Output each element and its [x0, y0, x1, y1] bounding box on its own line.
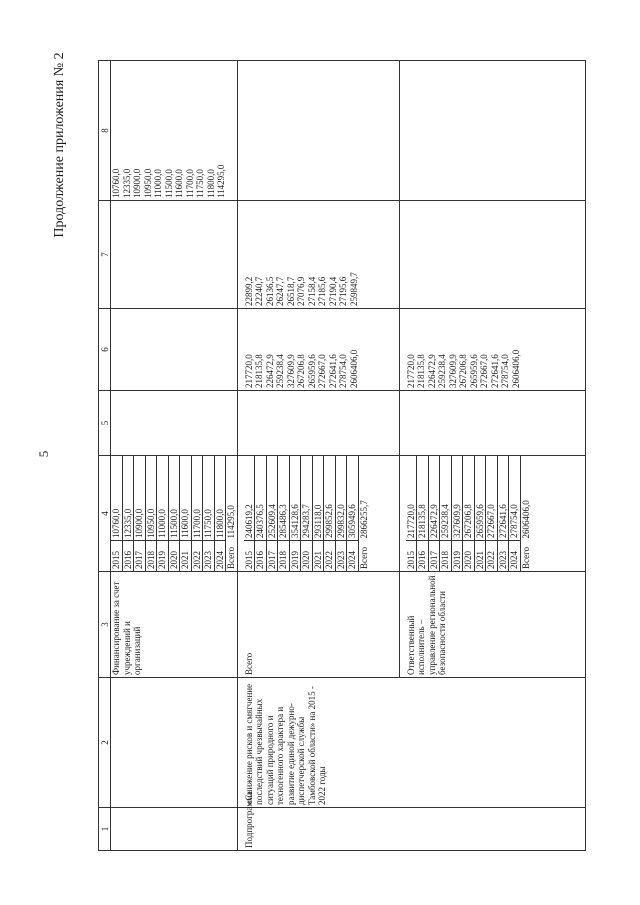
- value: 218135,8: [416, 354, 426, 388]
- value: 11000,0: [157, 456, 169, 541]
- g2-col7-values: [237, 201, 399, 309]
- g3-col7: [399, 201, 586, 309]
- value: 27158,4: [306, 276, 317, 306]
- year: 2019: [157, 541, 169, 572]
- g3-col5: [399, 391, 586, 456]
- header-col-8: 8: [99, 61, 111, 201]
- year: 2022: [324, 541, 336, 572]
- value: 272641,6: [327, 354, 338, 388]
- row-institution-financing: [111, 61, 238, 851]
- value: 10950,0: [145, 456, 157, 541]
- g1-col5: [111, 391, 238, 456]
- g3-year-table: [406, 456, 532, 571]
- total-label: Всего: [358, 546, 369, 569]
- value: 10760,0: [111, 168, 121, 198]
- value: 265959,6: [474, 456, 486, 541]
- total-label: Всего: [520, 546, 531, 569]
- value: 259238,4: [440, 456, 452, 541]
- g1-yearly-values: [111, 456, 238, 572]
- value: 26136,5: [264, 276, 275, 306]
- year: 2022: [486, 541, 498, 572]
- value: 265959,6: [468, 354, 479, 388]
- value: 217720,0: [405, 354, 416, 388]
- value: 26247,7: [275, 276, 285, 306]
- value: 285486,3: [278, 456, 290, 541]
- value: 10900,0: [134, 456, 146, 541]
- year: 2018: [278, 541, 290, 572]
- value: 218135,8: [254, 354, 264, 388]
- header-col-6: 6: [99, 309, 111, 391]
- g2-yearly-values: [237, 456, 399, 572]
- total-value: 2866255,7: [358, 500, 369, 539]
- g1-source: Финансирование за счет учреждений и организаций: [111, 572, 238, 678]
- year: 2023: [497, 541, 509, 572]
- g1-col1: [111, 808, 238, 851]
- g3-source: Ответственный исполнитель – управление региональной безопасности области: [399, 572, 586, 678]
- g2-year-table: [244, 456, 370, 571]
- header-col-4: 4: [99, 456, 111, 572]
- total-value: 2606406,0: [520, 500, 531, 539]
- header-row: [99, 61, 111, 851]
- g3-col8: [399, 61, 586, 201]
- year: 2019: [451, 541, 463, 572]
- value: 267206,8: [296, 354, 306, 388]
- value: 27185,6: [317, 276, 327, 306]
- value: 27076,9: [296, 276, 306, 306]
- year: 2016: [255, 541, 267, 572]
- value: 294283,7: [301, 456, 313, 541]
- g2-col8: [237, 61, 399, 201]
- value: 10900,0: [132, 168, 142, 198]
- value: 11700,0: [184, 169, 195, 198]
- g2-source: Всего: [237, 572, 399, 678]
- year: 2015: [406, 541, 417, 572]
- g1-col2: [111, 678, 238, 808]
- value: 114295,0: [216, 164, 226, 198]
- value: 11800,0: [205, 169, 216, 198]
- value: 218135,8: [417, 456, 429, 541]
- value: 217720,0: [406, 456, 417, 541]
- total-label: Всего: [226, 546, 236, 569]
- value: 12335,0: [121, 168, 132, 198]
- g1-col6: [111, 309, 238, 391]
- year: 2024: [347, 541, 359, 572]
- value: 2606406,0: [348, 349, 359, 388]
- g1-col7: [111, 201, 238, 309]
- value: 11800,0: [214, 456, 226, 541]
- value: 259238,4: [437, 354, 447, 388]
- year: 2020: [301, 541, 313, 572]
- value: 278754,0: [500, 354, 510, 388]
- year: 2021: [474, 541, 486, 572]
- value: 11000,0: [153, 169, 163, 198]
- value: 240619,2: [244, 456, 255, 541]
- year: 2015: [111, 541, 122, 572]
- program-type: Подпрограмма: [237, 808, 586, 851]
- value: 252609,4: [266, 456, 278, 541]
- year: 2020: [463, 541, 475, 572]
- value: 327609,9: [451, 456, 463, 541]
- value: 272641,6: [489, 354, 500, 388]
- header-col-5: 5: [99, 391, 111, 456]
- value: 293118,0: [312, 456, 324, 541]
- value: 11700,0: [191, 456, 203, 541]
- value: 299852,6: [324, 456, 336, 541]
- value: 11600,0: [174, 169, 184, 198]
- value: 278754,0: [338, 354, 348, 388]
- header-col-2: 2: [99, 678, 111, 808]
- value: 240376,5: [255, 456, 267, 541]
- year: 2020: [168, 541, 180, 572]
- year: 2024: [214, 541, 226, 572]
- year: 2016: [122, 541, 134, 572]
- value: 354128,6: [289, 456, 301, 541]
- value: 12335,0: [122, 456, 134, 541]
- year: 2023: [335, 541, 347, 572]
- header-col-1: 1: [99, 808, 111, 851]
- value: 11600,0: [180, 456, 192, 541]
- total-value: 114295,0: [226, 505, 236, 539]
- value: 10760,0: [111, 456, 122, 541]
- year: 2017: [134, 541, 146, 572]
- value: 27195,6: [338, 276, 348, 306]
- value: 22899,2: [243, 276, 254, 306]
- g3-col6-values: [399, 309, 586, 391]
- value: 259849,7: [348, 272, 359, 306]
- value: 272667,0: [479, 354, 489, 388]
- value: 11500,0: [163, 169, 174, 198]
- g3-yearly-values: [399, 456, 586, 572]
- header-col-7: 7: [99, 201, 111, 309]
- subprogram-name: «Снижение рисков и смягчение последствий чрезвычайных ситуаций природного и техногенного характера и развитие единой дежурно-диспетчерской службы Тамбовской области» на 2015 - 2022 годы: [237, 678, 586, 808]
- g1-year-table: [111, 456, 237, 571]
- value: 272641,6: [497, 456, 509, 541]
- value: 2606406,0: [510, 349, 521, 388]
- value: 10950,0: [142, 168, 153, 198]
- g1-col8-values: [111, 61, 238, 201]
- funding-table: [98, 60, 586, 851]
- year: 2021: [312, 541, 324, 572]
- value: 226472,9: [426, 354, 437, 388]
- page-number: 5: [36, 450, 51, 458]
- value: 259238,4: [275, 354, 285, 388]
- g2-col5: [237, 391, 399, 456]
- year: 2024: [509, 541, 521, 572]
- year: 2018: [145, 541, 157, 572]
- value: 278754,0: [509, 456, 521, 541]
- value: 11750,0: [203, 456, 215, 541]
- value: 11500,0: [168, 456, 180, 541]
- year: 2021: [180, 541, 192, 572]
- value: 305949,6: [347, 456, 359, 541]
- value: 226472,9: [428, 456, 440, 541]
- value: 217720,0: [243, 354, 254, 388]
- year: 2019: [289, 541, 301, 572]
- value: 26518,7: [285, 276, 296, 306]
- year: 2017: [266, 541, 278, 572]
- value: 299832,0: [335, 456, 347, 541]
- year: 2017: [428, 541, 440, 572]
- year: 2023: [203, 541, 215, 572]
- value: 327609,9: [285, 354, 296, 388]
- value: 267206,8: [463, 456, 475, 541]
- value: 272667,0: [317, 354, 327, 388]
- rotated-table-container: [98, 61, 586, 851]
- value: 22240,7: [254, 276, 264, 306]
- year: 2016: [417, 541, 429, 572]
- value: 27190,4: [327, 276, 338, 306]
- year: 2015: [244, 541, 255, 572]
- appendix-caption: Продолжение приложения № 2: [52, 52, 67, 238]
- value: 226472,9: [264, 354, 275, 388]
- row-subprogram-total: [237, 61, 399, 851]
- value: 327609,9: [447, 354, 458, 388]
- value: 265959,6: [306, 354, 317, 388]
- year: 2022: [191, 541, 203, 572]
- year: 2018: [440, 541, 452, 572]
- value: 272667,0: [486, 456, 498, 541]
- value: 11750,0: [195, 169, 205, 198]
- header-col-3: 3: [99, 572, 111, 678]
- g2-col6-values: [237, 309, 399, 391]
- value: 267206,8: [458, 354, 468, 388]
